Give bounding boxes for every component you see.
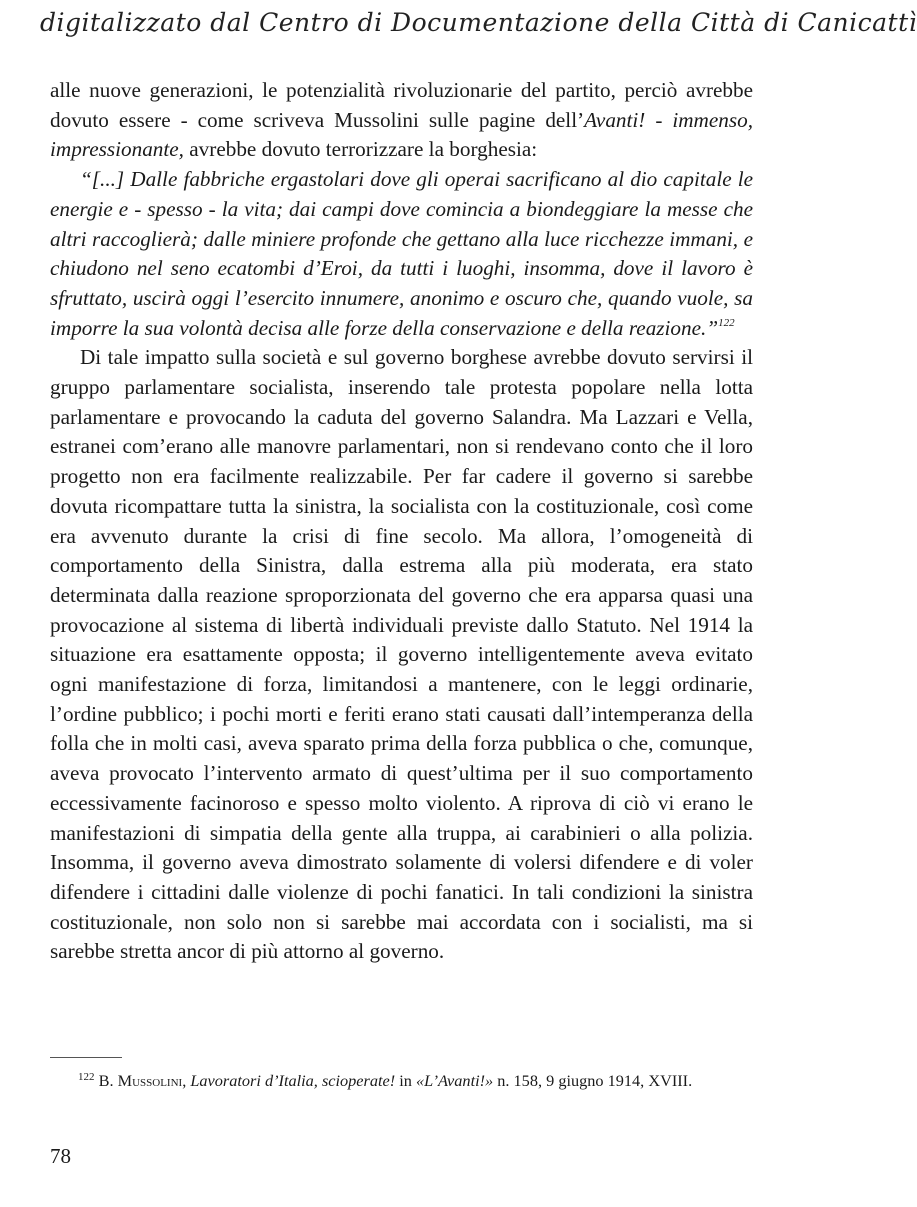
footnote-journal: «L’Avanti!» <box>416 1071 494 1090</box>
footnote-title: Lavoratori d’Italia, scioperate! <box>190 1071 396 1090</box>
quote-open-mark: “ <box>80 167 92 192</box>
footnote-reference: 122 <box>718 316 735 329</box>
block-quotation <box>50 165 753 343</box>
page-body <box>50 76 753 967</box>
quote-text: [...] Dalle fabbriche ergastolari dove gli operai sacrificano al dio capitale le energie e - spesso - la vita; dai campi dove comincia a biondeggiare la messe che altri raccoglierà; dalle miniere profonde che gettano alla luce ricchezze immani, e chiudono nel seno ecatombi d’Eroi, da tutti i luoghi, insomma, dove il lavoro è sfruttato, uscirà oggi l’esercito innumere, anonimo e oscuro che, quando vuole, sa imporre la sua volontà decisa alle forze della conservazione e della reazione. <box>50 167 753 340</box>
paragraph-intro <box>50 76 753 165</box>
footnote-in: in <box>395 1071 416 1090</box>
footnote-separator <box>50 1057 122 1058</box>
intro-text-2: avrebbe dovuto terrorizzare la borghesia: <box>183 137 538 162</box>
footnote-details: n. 158, 9 giugno 1914, XVIII. <box>493 1071 693 1090</box>
footnote-number: 122 <box>78 1071 95 1083</box>
quote-close-mark: ” <box>706 315 719 340</box>
intro-italic-quote: Avanti! - immenso, impressionante, <box>50 107 753 162</box>
footnote-author-initial: B. <box>98 1071 118 1090</box>
footnote <box>50 1070 753 1092</box>
paragraph-body: Di tale impatto sulla società e sul governo borghese avrebbe dovuto servirsi il gruppo parlamentare socialista, inserendo tale protesta popolare nella lotta parlamentare e provocando la caduta del governo Salandra. Ma Lazzari e Vella, estranei com’erano alle manovre parlamentari, non si rendevano conto che il loro progetto non era facilmente realizzabile. Per far cadere il governo si sarebbe dovuta ricompattare tutta la sinistra, la socialista con la costituzionale, così come era avvenuto durante la crisi di fine secolo. Ma allora, l’omogeneità di comportamento della Sinistra, dalla estrema alla più moderata, era stato determinata dalla reazione sproporzionata del governo che era apparsa quasi una provocazione al sistema di libertà individuali previste dallo Statuto. Nel 1914 la situazione era esattamente opposta; il governo intelligentemente aveva evitato ogni manifestazione di forza, limitandosi a mantenere, con le leggi ordinarie, l’ordine pubblico; i pochi morti e feriti erano stati causati dall’intemperanza della folla che in molti casi, aveva sparato prima della forza pubblica o che, comunque, aveva provocato l’intervento armato di quest’ultima per il suo comportamento eccessivamente facinoroso e spesso molto violento. A riprova di ciò vi erano le manifestazioni di simpatia della gente alla truppa, ai carabinieri o alla polizia. Insomma, il governo aveva dimostrato solamente di volersi difendere e di voler difendere i cittadini dalle violenze di pochi fanatici. In tali condizioni la sinistra costituzionale, non solo non si sarebbe mai accordata con i socialisti, ma si sarebbe stretta ancor di più attorno al governo. <box>50 345 753 964</box>
footnote-author-surname: Mussolini <box>117 1071 183 1090</box>
intro-text-1: alle nuove generazioni, le potenzialità rivoluzionarie del partito, perciò avrebbe dovuto essere - come scriveva Mussolini sulle pagine dell’ <box>50 78 753 132</box>
footnote-separator-comma: , <box>182 1071 191 1090</box>
digitization-watermark: digitalizzato dal Centro di Documentazione della Città di Canicattì <box>40 8 917 37</box>
page-number: 78 <box>50 1144 71 1168</box>
